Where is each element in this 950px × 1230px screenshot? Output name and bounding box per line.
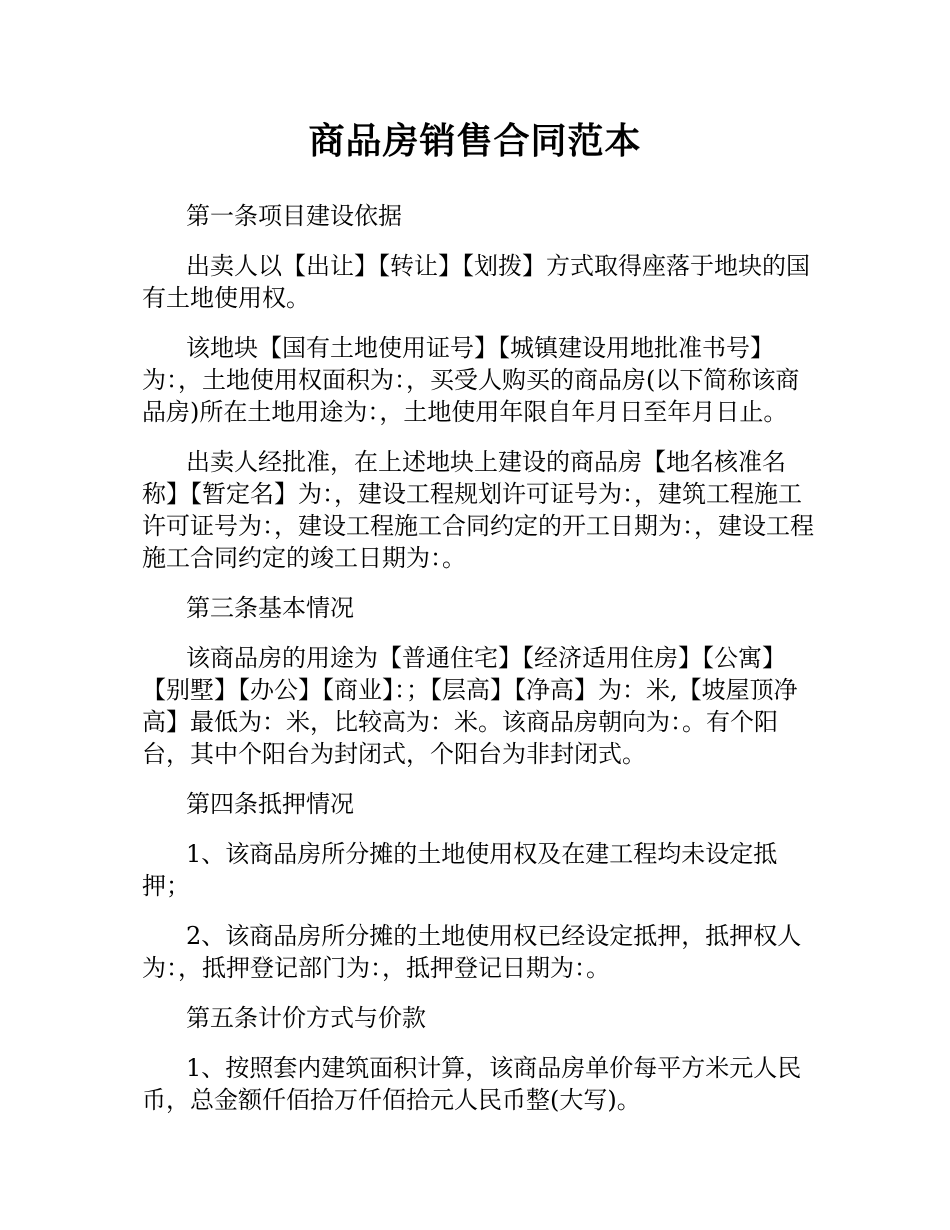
- paragraph-construction-approval: 出卖人经批准，在上述地块上建设的商品房【地名核准名称】【暂定名】为：，建设工程规划许可证号为：，建筑工程施工许可证号为：，建设工程施工合同约定的开工日期为：，建设工程施工合同约定的竣工日期为：。: [142, 448, 814, 572]
- section-heading-article-1: 第一条项目建设依据: [186, 202, 402, 230]
- paragraph-land-certificate: 该地块【国有土地使用证号】【城镇建设用地批准书号】为：，土地使用权面积为：，买受人购买的商品房(以下简称该商品房)所在土地用途为：，土地使用年限自年月日至年月日止。: [142, 334, 800, 426]
- section-heading-article-3: 第三条基本情况: [186, 594, 354, 622]
- paragraph-pricing-item-1: 1、按照套内建筑面积计算，该商品房单价每平方米元人民币，总金额仟佰拾万仟佰拾元人民币整(大写)。: [142, 1054, 802, 1114]
- paragraph-property-usage: 该商品房的用途为【普通住宅】【经济适用住房】【公寓】【别墅】【办公】【商业】：；【层高】【净高】为：米,【坡屋顶净高】最低为：米，比较高为：米。该商品房朝向为：。有个阳台，其中个阳台为封闭式，个阳台为非封闭式。: [142, 644, 798, 768]
- section-heading-article-5: 第五条计价方式与价款: [186, 1004, 426, 1032]
- document-title: 商品房销售合同范本: [308, 121, 642, 162]
- paragraph-mortgage-item-2: 2、该商品房所分摊的土地使用权已经设定抵押，抵押权人为：，抵押登记部门为：，抵押登记日期为：。: [142, 922, 802, 982]
- paragraph-mortgage-item-1: 1、该商品房所分摊的土地使用权及在建工程均未设定抵押；: [142, 840, 778, 900]
- document-body: [142, 200, 818, 1134]
- section-heading-article-4: 第四条抵押情况: [186, 790, 354, 818]
- paragraph-land-acquisition: 出卖人以【出让】【转让】【划拨】方式取得座落于地块的国有土地使用权。: [142, 252, 810, 312]
